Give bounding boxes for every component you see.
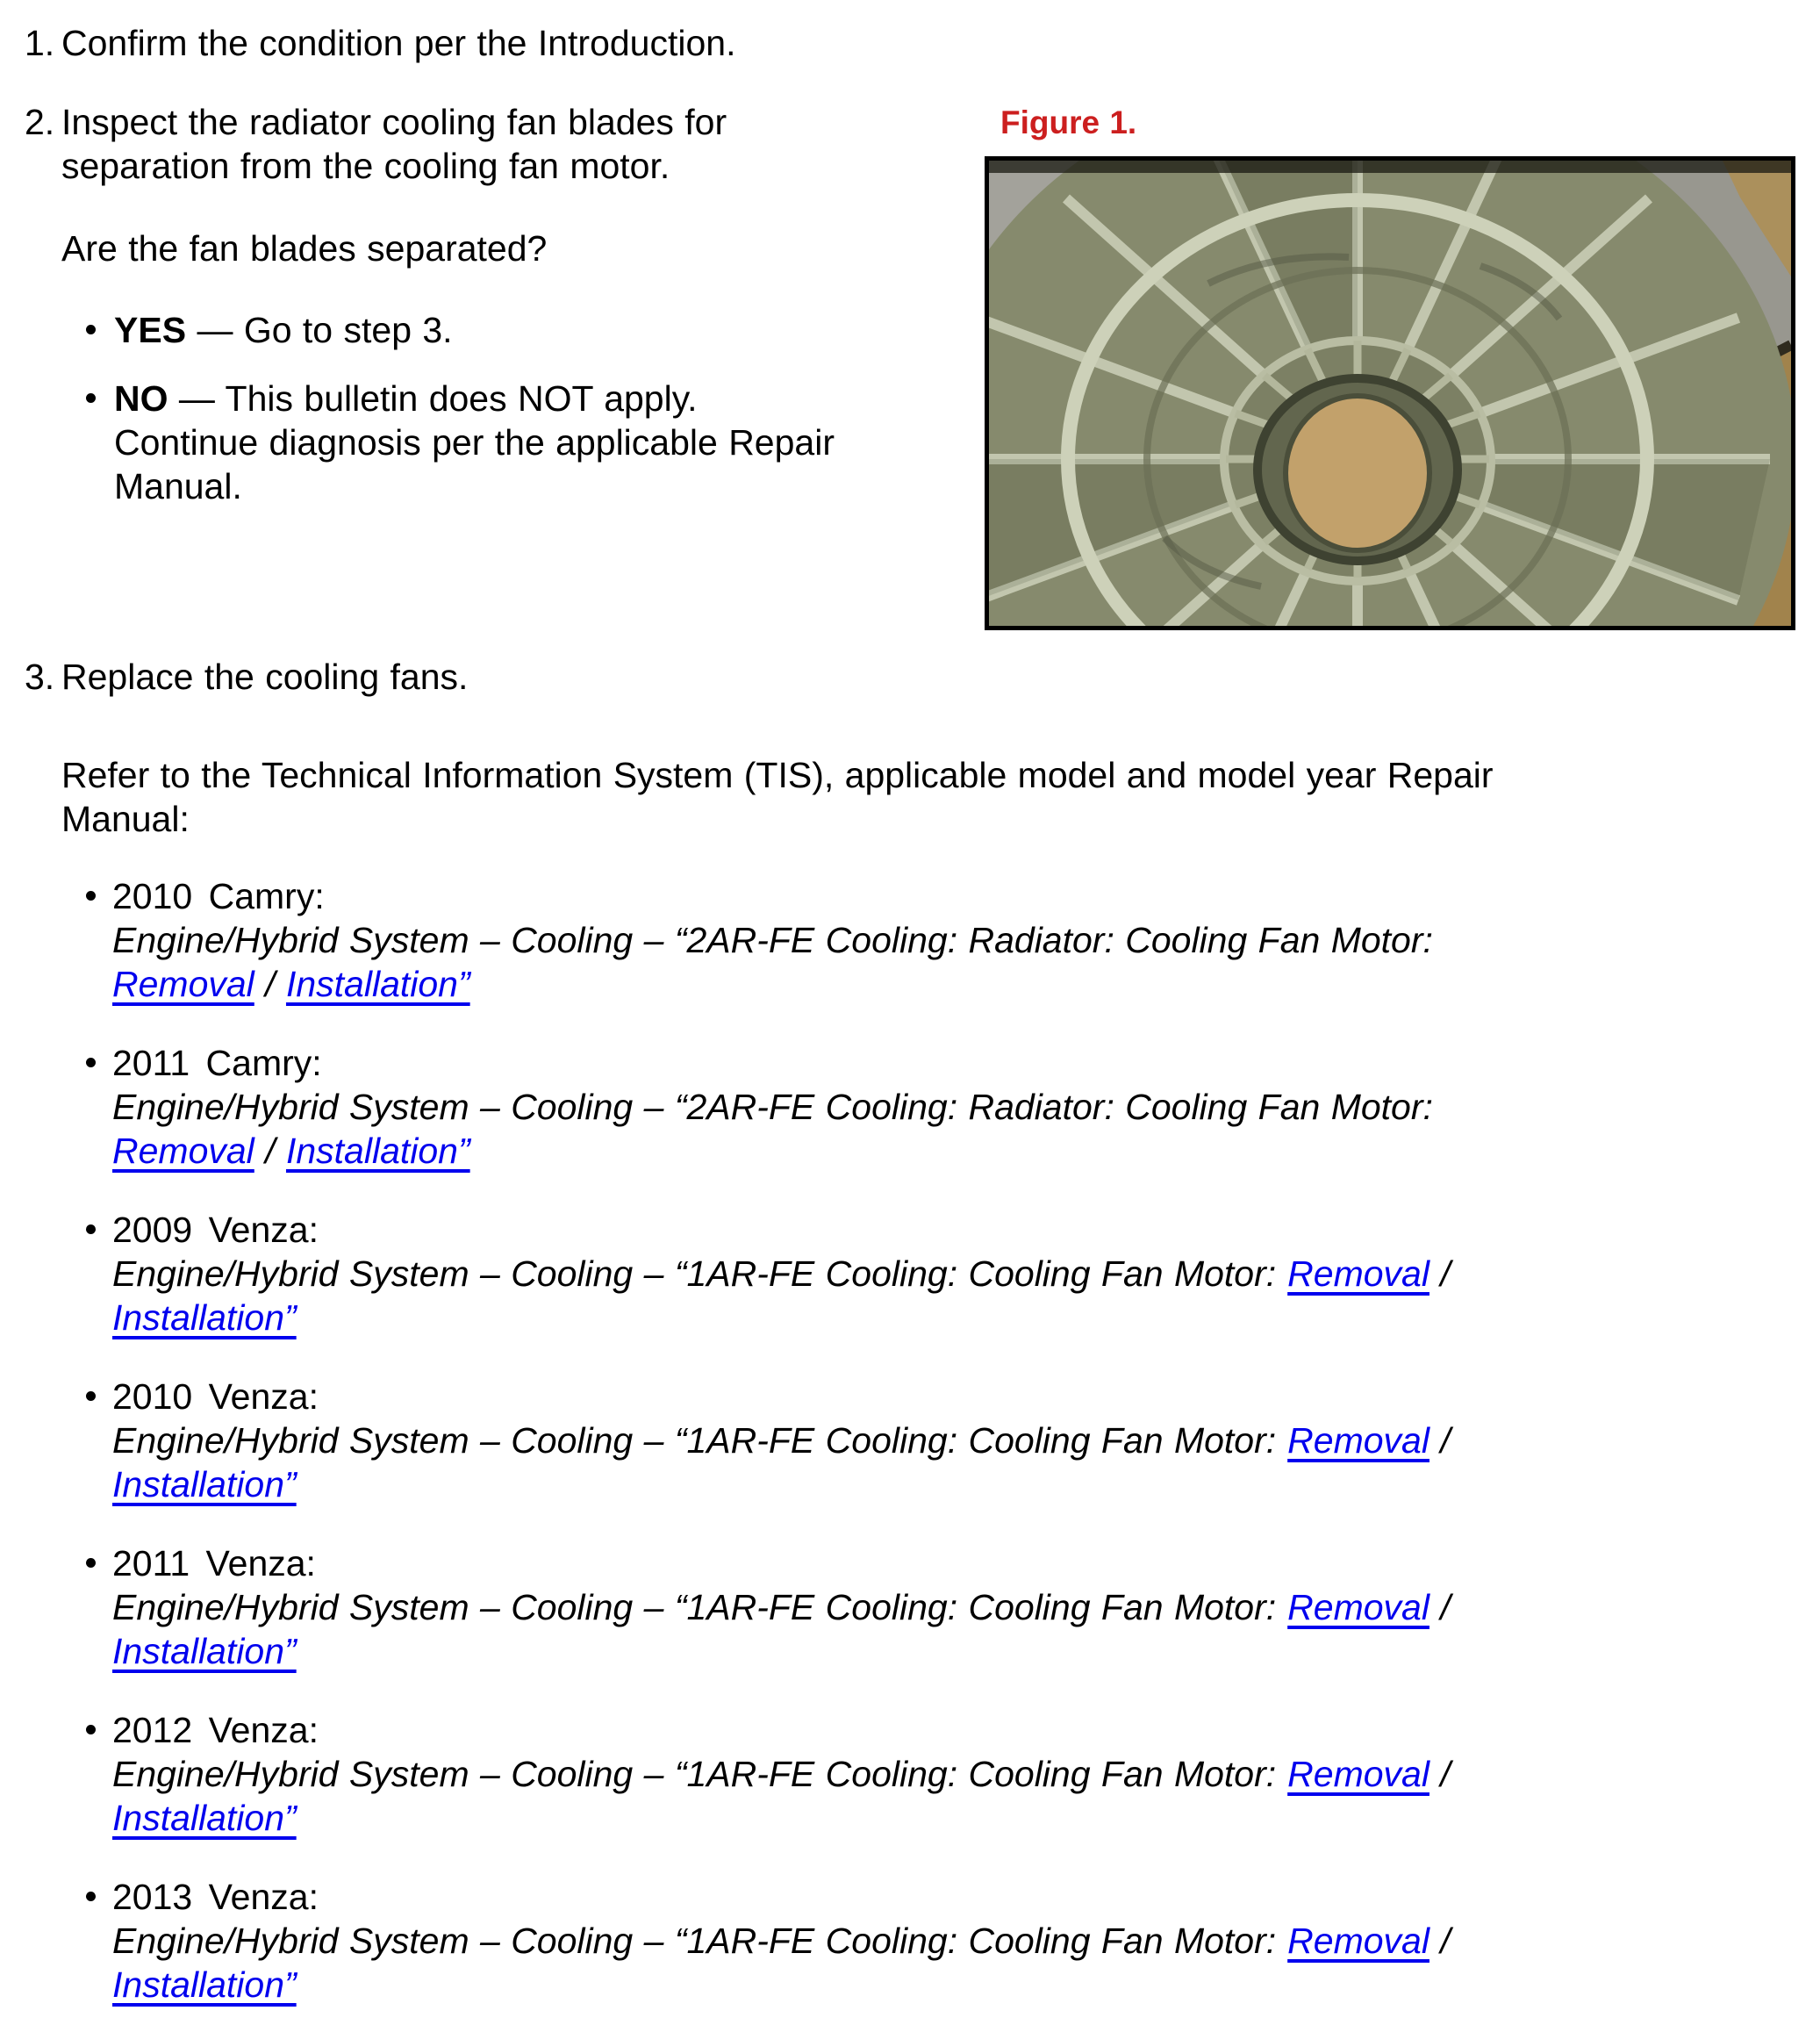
- manual-links: [112, 1796, 1820, 1840]
- bullet-dot-icon: [86, 1725, 96, 1734]
- removal-link[interactable]: Removal: [1287, 1420, 1429, 1461]
- manual-links: [112, 962, 1820, 1006]
- manual-links: [112, 1296, 1820, 1339]
- installation-link[interactable]: Installation”: [112, 1464, 297, 1504]
- step-2-number: 2.: [25, 102, 55, 142]
- fan-blades-question: Are the fan blades separated?: [61, 228, 548, 269]
- manual-path-text: Engine/Hybrid System – Cooling – “1AR-FE Cooling: Cooling Fan Motor:: [112, 1587, 1277, 1627]
- step-2-line-1: Inspect the radiator cooling fan blades for: [61, 102, 727, 142]
- model-title: 2013 Venza:: [112, 1877, 319, 1917]
- manual-path: [112, 1585, 1820, 1629]
- removal-link[interactable]: Removal: [112, 964, 254, 1004]
- step-1: [0, 21, 1820, 65]
- figure-1-label: Figure 1.: [1000, 104, 1137, 140]
- manual-path-text: Engine/Hybrid System – Cooling – “1AR-FE Cooling: Cooling Fan Motor:: [112, 1253, 1277, 1294]
- installation-link[interactable]: Installation”: [285, 1131, 470, 1171]
- manual-path: Engine/Hybrid System – Cooling – “2AR-FE Cooling: Radiator: Cooling Fan Motor:: [112, 1087, 1433, 1127]
- removal-link[interactable]: Removal: [112, 1131, 254, 1171]
- removal-link[interactable]: Removal: [1287, 1253, 1429, 1294]
- installation-link[interactable]: Installation”: [112, 1631, 297, 1671]
- cooling-fan-photo: [985, 156, 1795, 630]
- yes-text: — Go to step 3.: [186, 310, 453, 350]
- model-title: 2011 Camry:: [112, 1043, 322, 1083]
- figure-1: [985, 104, 1795, 630]
- model-bullet-2009-venza: [61, 1208, 1820, 1339]
- step-2-line-2: separation from the cooling fan motor.: [61, 146, 670, 186]
- removal-link[interactable]: Removal: [1287, 1587, 1429, 1627]
- step-3: [0, 655, 1820, 2007]
- step-3-text: Replace the cooling fans.: [61, 657, 469, 697]
- removal-link[interactable]: Removal: [1287, 1921, 1429, 1961]
- manual-path: [112, 1752, 1820, 1796]
- model-bullet-2010-venza: [61, 1375, 1820, 1506]
- manual-path: [112, 1418, 1820, 1462]
- manual-links: [112, 1462, 1820, 1506]
- model-title: 2010 Camry:: [112, 876, 325, 916]
- model-title: 2012 Venza:: [112, 1710, 319, 1750]
- link-separator: /: [254, 1131, 286, 1171]
- link-separator: /: [254, 964, 286, 1004]
- installation-link[interactable]: Installation”: [285, 964, 470, 1004]
- step-3-number: 3.: [25, 657, 55, 697]
- manual-links: [112, 1629, 1820, 1673]
- bullet-dot-icon: [86, 891, 96, 901]
- manual-path-text: Engine/Hybrid System – Cooling – “1AR-FE Cooling: Cooling Fan Motor:: [112, 1754, 1277, 1794]
- manual-path-text: Engine/Hybrid System – Cooling – “1AR-FE Cooling: Cooling Fan Motor:: [112, 1420, 1277, 1461]
- removal-link[interactable]: Removal: [1287, 1754, 1429, 1794]
- manual-links: [112, 1129, 1820, 1173]
- model-title: 2009 Venza:: [112, 1210, 319, 1250]
- bullet-dot-icon: [86, 1058, 96, 1067]
- slash: /: [1429, 1253, 1451, 1294]
- yes-label: YES: [114, 310, 187, 350]
- slash: /: [1429, 1420, 1451, 1461]
- no-continuation-1: Continue diagnosis per the applicable Repair: [114, 422, 835, 463]
- model-bullet-2012-venza: [61, 1708, 1820, 1840]
- model-bullet-2011-venza: [61, 1541, 1820, 1673]
- manual-path-text: Engine/Hybrid System – Cooling – “1AR-FE Cooling: Cooling Fan Motor:: [112, 1921, 1277, 1961]
- manual-links: [112, 1963, 1820, 2007]
- model-list: [61, 874, 1820, 2007]
- manual-path: Engine/Hybrid System – Cooling – “2AR-FE Cooling: Radiator: Cooling Fan Motor:: [112, 920, 1433, 960]
- slash: /: [1429, 1921, 1451, 1961]
- manual-path: [112, 1919, 1820, 1963]
- no-label: NO: [114, 378, 168, 419]
- step-1-number: 1.: [25, 23, 55, 63]
- installation-link[interactable]: Installation”: [112, 1297, 297, 1338]
- bullet-dot-icon: [86, 1558, 96, 1568]
- no-text: — This bulletin does NOT apply.: [168, 378, 698, 419]
- bullet-dot-icon: [86, 325, 96, 334]
- tis-reference-line-2: Manual:: [61, 799, 190, 839]
- tis-reference-line-1: Refer to the Technical Information System (TIS), applicable model and model year Repair: [61, 755, 1494, 795]
- installation-link[interactable]: Installation”: [112, 1964, 297, 2005]
- step-1-text: Confirm the condition per the Introduction.: [61, 23, 736, 63]
- slash: /: [1429, 1754, 1451, 1794]
- tis-reference: [61, 753, 1820, 841]
- bullet-dot-icon: [86, 1224, 96, 1234]
- bullet-dot-icon: [86, 1391, 96, 1401]
- model-title: 2011 Venza:: [112, 1543, 316, 1583]
- model-bullet-2011-camry: [61, 1041, 1820, 1173]
- bullet-dot-icon: [86, 393, 96, 403]
- manual-path: [112, 1252, 1820, 1296]
- model-bullet-2013-venza: [61, 1875, 1820, 2007]
- bullet-dot-icon: [86, 1892, 96, 1901]
- model-title: 2010 Venza:: [112, 1376, 319, 1417]
- cooling-fan-photo-graphic: [989, 161, 1791, 626]
- installation-link[interactable]: Installation”: [112, 1798, 297, 1838]
- no-continuation-2: Manual.: [114, 466, 242, 506]
- slash: /: [1429, 1587, 1451, 1627]
- model-bullet-2010-camry: [61, 874, 1820, 1006]
